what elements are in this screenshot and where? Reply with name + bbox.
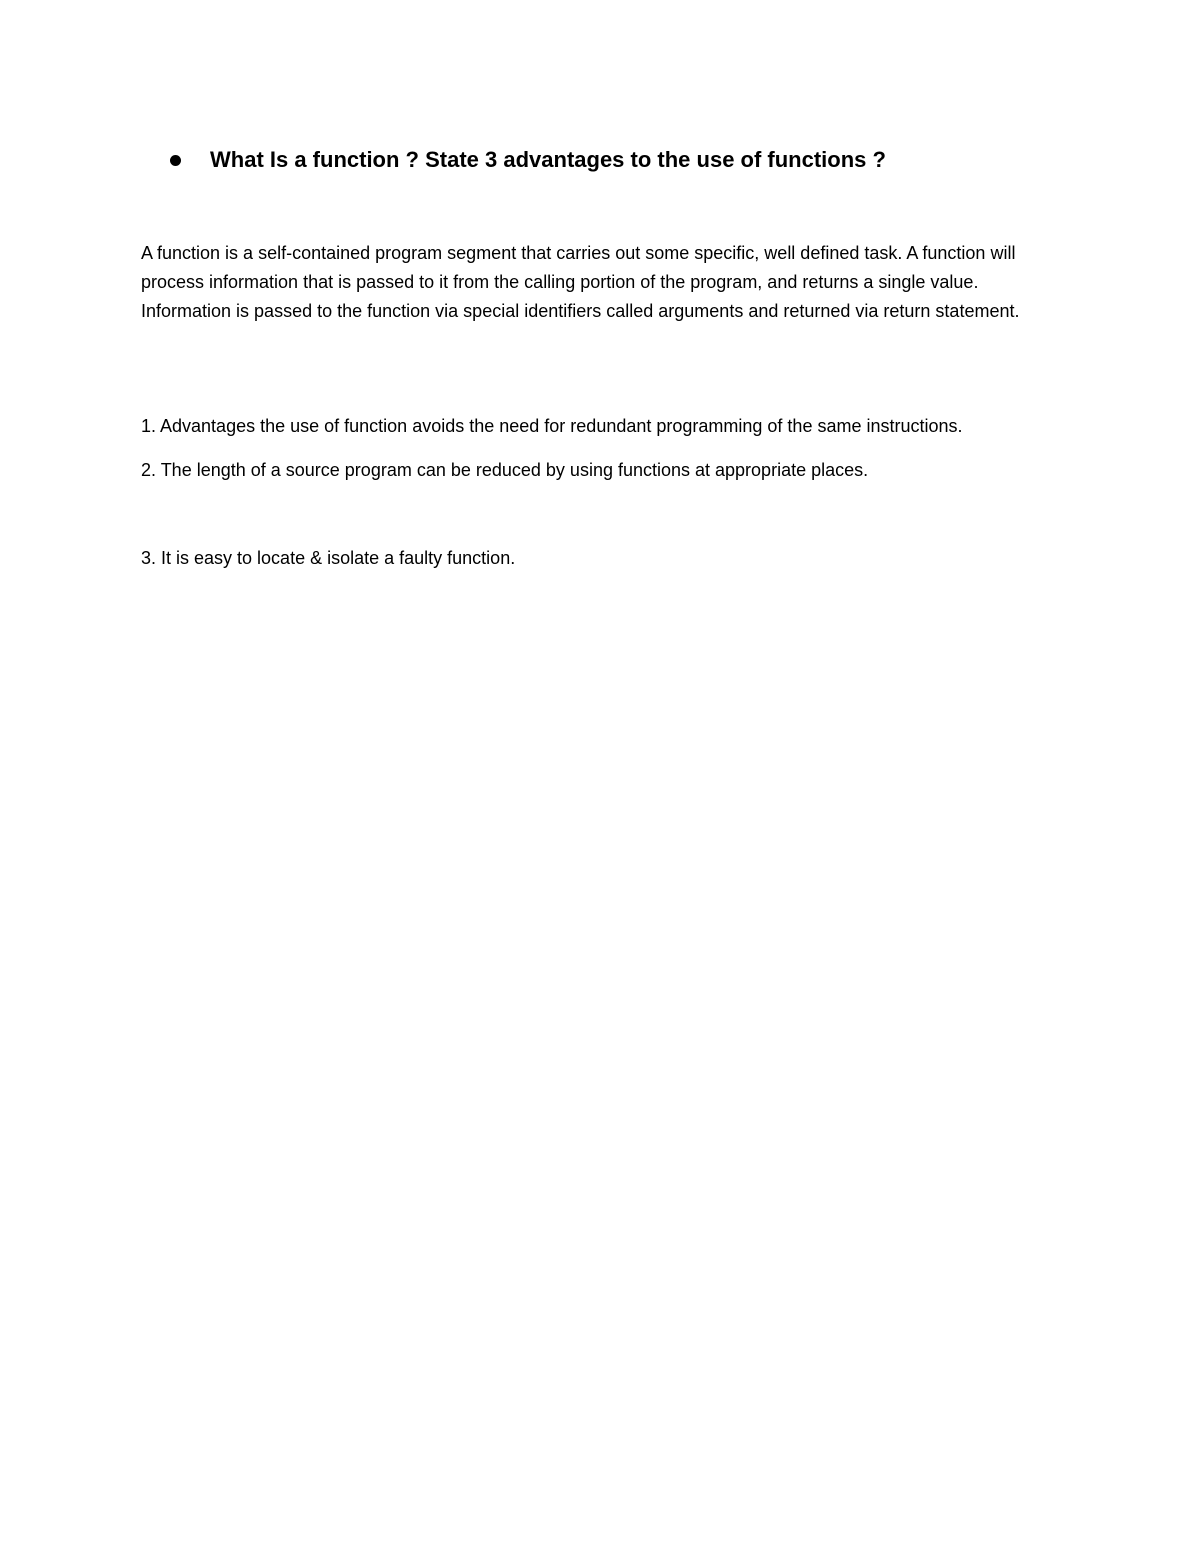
question-heading (170, 143, 1070, 177)
definition-paragraph: A function is a self-contained program segment that carries out some specific, well defined task. A function will process information that is passed to it from the calling portion of the program, and returns a single value. Information is passed to the function via special identifiers called arguments and returned via return statement. (141, 243, 1020, 321)
heading-text: What Is a function ? State 3 advantages to the use of functions ? (210, 147, 886, 172)
advantage-item-3: 3. It is easy to locate & isolate a faulty function. (141, 548, 516, 568)
advantage-item-2: 2. The length of a source program can be reduced by using functions at appropriate places. (141, 460, 869, 480)
bullet-icon (170, 155, 181, 166)
advantage-item-1: 1. Advantages the use of function avoids the need for redundant programming of the same instructions. (141, 416, 963, 436)
